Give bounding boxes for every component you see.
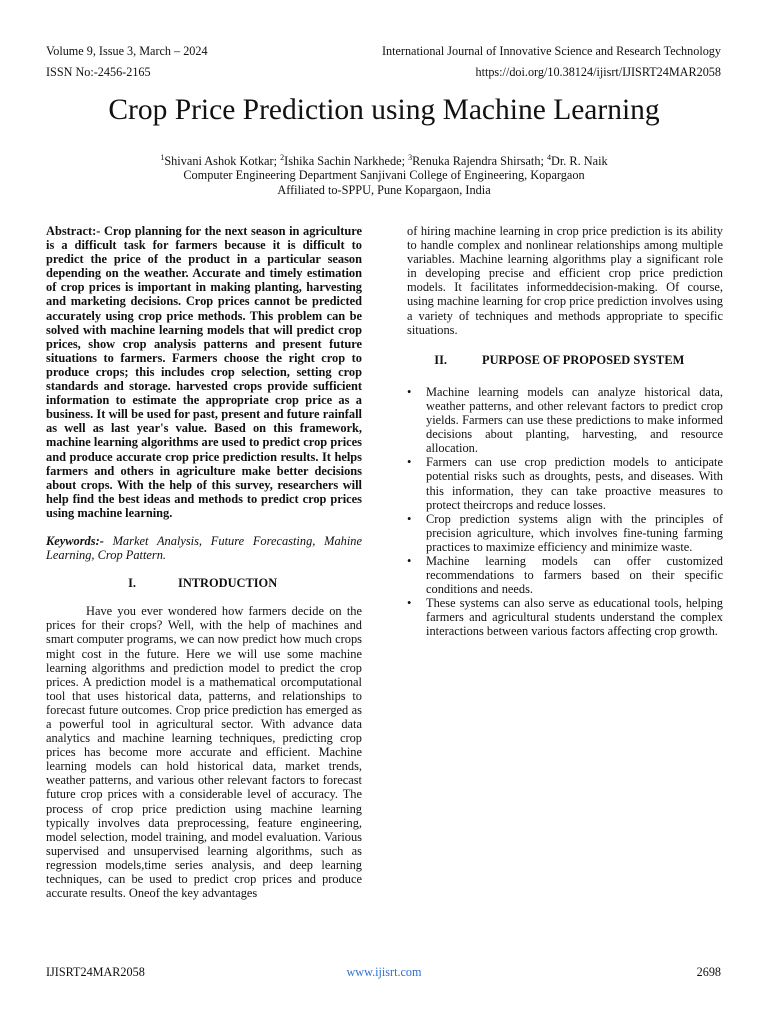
section-number: I.	[128, 576, 136, 591]
section-title: INTRODUCTION	[178, 576, 278, 591]
list-item	[407, 455, 723, 511]
authors	[0, 153, 768, 169]
list-item	[407, 554, 723, 596]
section-heading-introduction	[46, 576, 362, 590]
author-sup: 3	[408, 153, 413, 162]
section-title: PURPOSE OF PROPOSED SYSTEM	[482, 352, 685, 367]
volume-info: Volume 9, Issue 3, March – 2024	[46, 44, 208, 58]
abstract: Abstract:- Crop planning for the next season in agriculture is a difficult task for farmers because it is difficult to predict the price of the product in a particular season depending on the weather. Accurate and timely estimation of crop prices is important in making planting, harvesting and marketing decisions. Crop prices cannot be predicted accurately using crop price methods. This problem can be solved with machine learning models that will predict crop prices, show crop analysis patterns and present future situations to farmers. Farmers choose the right crop to produce crops; this includes crop selection, setting crop standards and storage. harvested crops provide sufficient information to estimate the appropriate crop price as a business. It will be used for past, present and future rainfall as well as last year's value. Based on this framework, machine learning algorithms are used to predict crop prices and produce accurate crop price prediction results. It helps farmers and others in agriculture make better decisions about crops. With the help of this survey, researchers will help find the best ideas and methods to predict crop prices using machine learning.	[46, 224, 362, 520]
list-item-text: Machine learning models can offer customized recommendations to farmers based on their specific conditions and needs.	[426, 553, 723, 597]
affiliation-department: Computer Engineering Department Sanjivani College of Engineering, Kopargaon	[183, 168, 585, 182]
affiliation-university: Affiliated to-SPPU, Pune Kopargaon, India	[277, 183, 491, 197]
list-item-text: Machine learning models can analyze historical data, weather patterns, and other relevant factors to predict crop yields. Farmers can use these predictions to make informed decisions about planting, harvesting, and resource allocation.	[426, 384, 723, 456]
footer-paper-id: IJISRT24MAR2058	[46, 965, 145, 979]
section-heading-purpose	[407, 353, 723, 367]
bullet-icon: •	[407, 455, 412, 470]
bullet-icon: •	[407, 553, 412, 568]
keywords-text: Market Analysis, Future Forecasting, Mahine Learning, Crop Pattern.	[46, 533, 362, 563]
bullet-icon: •	[407, 596, 412, 611]
author-sup: 1	[160, 153, 165, 162]
author-name: Shivani Ashok Kotkar;	[164, 154, 281, 169]
author-name: Dr. R. Naik	[550, 154, 608, 169]
left-column	[46, 224, 362, 900]
right-column	[407, 224, 723, 639]
paper-title: Crop Price Prediction using Machine Learning	[108, 94, 660, 126]
journal-name: International Journal of Innovative Science and Research Technology	[381, 44, 721, 58]
list-item-text: Crop prediction systems align with the principles of precision agriculture, which involves fine-tuning farming practices to maximize efficiency and minimize waste.	[426, 511, 723, 554]
section-number: II.	[434, 352, 447, 367]
bullet-icon: •	[407, 384, 412, 399]
list-item	[407, 512, 723, 554]
bullet-icon: •	[407, 511, 412, 526]
author-name: Renuka Rajendra Shirsath;	[412, 154, 547, 169]
author-sup: 4	[546, 153, 551, 162]
issn: ISSN No:-2456-2165	[46, 65, 151, 79]
doi-link[interactable]: https://doi.org/10.38124/ijisrt/IJISRT24MAR2058	[475, 65, 721, 79]
list-item-text: These systems can also serve as educational tools, helping farmers and agricultural students understand the complex interactions between various factors affecting crop growth.	[426, 596, 723, 639]
author-name: Ishika Sachin Narkhede;	[284, 154, 409, 169]
purpose-list	[407, 385, 723, 639]
intro-paragraph: Have you ever wondered how farmers decide on the prices for their crops? Well, with the help of machines and smart computer programs, we can now predict how much crops might cost in the future. Here we will use some machine learning algorithms and prediction model to predict the crop prices. A prediction model is a mathematical orcomputational tool that uses historical data, patterns, and relationships to forecast future outcomes. Crop price prediction has emerged as a powerful tool in agricultural sector. With advance data analytics and machine learning techniques, predicting crop prices has become more accurate and efficient. Machine learning models can hold historical data, market trends, weather patterns, and various other relevant factors to forecast future crop prices with a considerable level of accuracy. The process of crop price prediction using machine learning typically involves data preprocessing, feature engineering, model selection, model training, and model evaluation. Various supervised and unsupervised learning algorithms, such as regression models,time series analysis, and deep learning techniques, can be used to predict crop prices and produce accurate results. Oneof the key advantages	[46, 604, 362, 901]
footer-website-link[interactable]: www.ijisrt.com	[346, 965, 422, 979]
page-number: 2698	[696, 965, 721, 979]
list-item	[407, 596, 723, 638]
list-item-text: Farmers can use crop prediction models to anticipate potential risks such as droughts, pests, and diseases. With this information, they can take proactive measures to protect theircrops and reduce losses.	[426, 455, 723, 512]
keywords-label: Keywords:-	[46, 533, 104, 548]
intro-paragraph-continued: of hiring machine learning in crop price prediction is its ability to handle complex and nonlinear relationships among multiple variables. Machine learning algorithms play a significant role in developing precise and efficient crop price prediction models. It facilitates informeddecision-making. Of course, using machine learning for crop price prediction involves using a variety of techniques and methods appropriate to specific situations.	[407, 224, 723, 337]
author-sup: 2	[280, 153, 285, 162]
keywords	[46, 534, 362, 562]
list-item	[407, 385, 723, 455]
